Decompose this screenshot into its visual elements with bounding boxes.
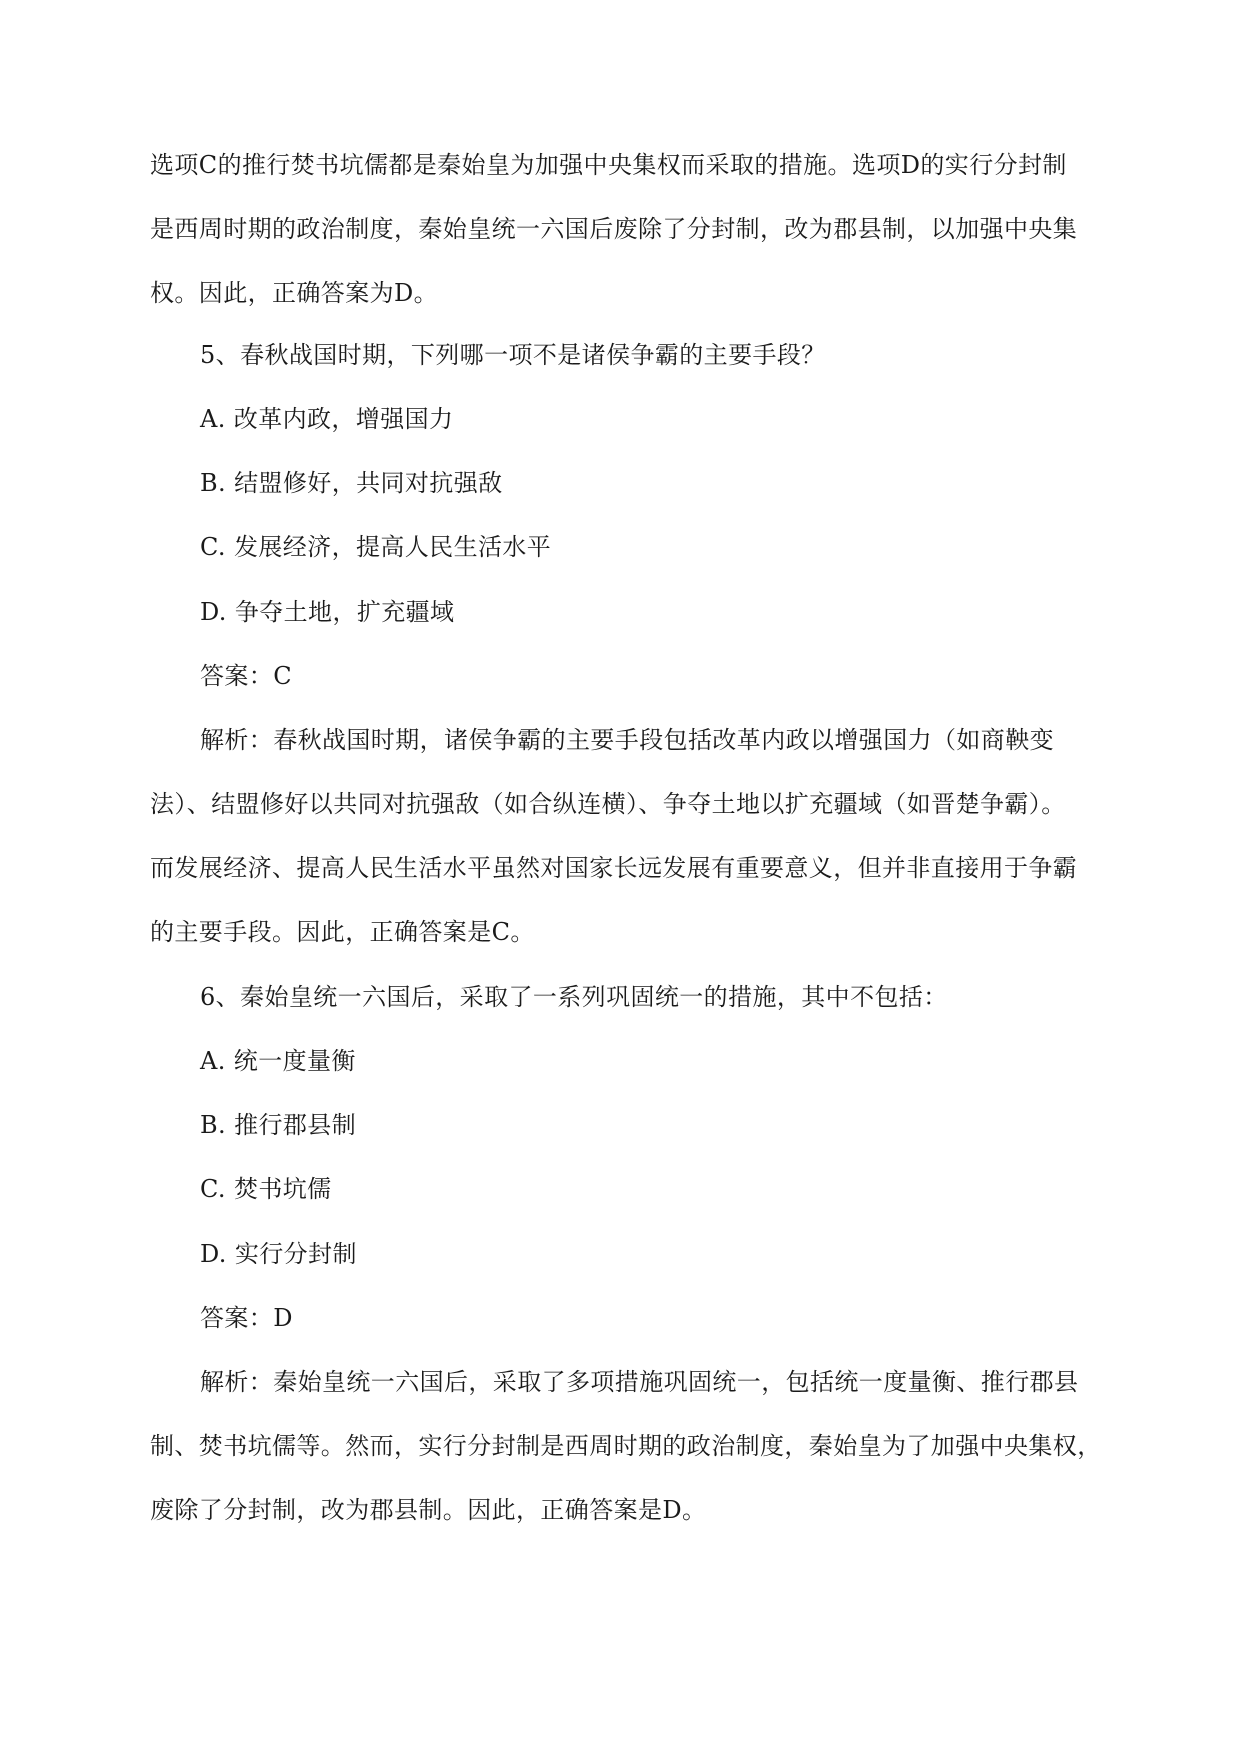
- question-5-stem: 5、春秋战国时期，下列哪一项不是诸侯争霸的主要手段？: [200, 341, 826, 369]
- question-5-answer: 答案：C: [200, 662, 292, 690]
- question-6-option-c: C. 焚书坑儒: [200, 1175, 332, 1203]
- question-6-option-b: B. 推行郡县制: [200, 1111, 357, 1139]
- question-6-explanation-line-1: 解析：秦始皇统一六国后，采取了多项措施巩固统一，包括统一度量衡、推行郡县: [200, 1368, 1079, 1396]
- question-5-option-b: B. 结盟修好，共同对抗强敌: [200, 469, 503, 497]
- question-6-option-a: A. 统一度量衡: [200, 1047, 356, 1075]
- question-6-option-d: D. 实行分封制: [200, 1240, 357, 1268]
- question-5-explanation-line-2: 法）、结盟修好以共同对抗强敌（如合纵连横）、争夺土地以扩充疆域（如晋楚争霸）。: [150, 790, 1066, 818]
- question-5-option-a: A. 改革内政，增强国力: [200, 405, 454, 433]
- question-5-option-c: C. 发展经济，提高人民生活水平: [200, 533, 552, 561]
- question-6-explanation-line-2: 制、焚书坑儒等。然而，实行分封制是西周时期的政治制度，秦始皇为了加强中央集权，: [150, 1432, 1102, 1460]
- question-5-explanation-line-4: 的主要手段。因此，正确答案是C。: [150, 918, 535, 946]
- question-6-explanation-line-3: 废除了分封制，改为郡县制。因此，正确答案是D。: [150, 1496, 707, 1524]
- question-5-explanation-line-3: 而发展经济、提高人民生活水平虽然对国家长远发展有重要意义，但并非直接用于争霸: [150, 854, 1078, 882]
- question-6-stem: 6、秦始皇统一六国后，采取了一系列巩固统一的措施，其中不包括：: [200, 983, 948, 1011]
- question-5-explanation-line-1: 解析：春秋战国时期，诸侯争霸的主要手段包括改革内政以增强国力（如商鞅变: [200, 726, 1054, 754]
- prev-explanation-line-3: 权。因此，正确答案为D。: [150, 279, 439, 307]
- prev-explanation-line-2: 是西周时期的政治制度，秦始皇统一六国后废除了分封制，改为郡县制，以加强中央集: [150, 215, 1078, 243]
- prev-explanation-line-1: 选项C的推行焚书坑儒都是秦始皇为加强中央集权而采取的措施。选项D的实行分封制: [150, 151, 1067, 179]
- question-5-option-d: D. 争夺土地，扩充疆域: [200, 598, 455, 626]
- question-6-answer: 答案：D: [200, 1304, 293, 1332]
